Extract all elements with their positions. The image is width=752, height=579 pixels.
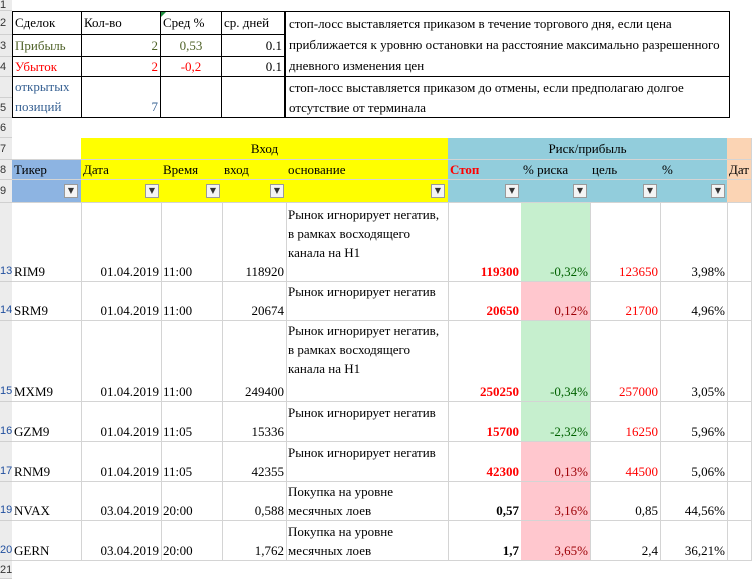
cell-target[interactable]: 257000 xyxy=(590,321,661,402)
col-header-reason: основание xyxy=(286,160,449,180)
row-number[interactable]: 2 xyxy=(0,11,12,35)
cell-stop[interactable]: 250250 xyxy=(448,321,522,402)
cell-stop[interactable]: 119300 xyxy=(448,203,522,282)
group-header-risk: Риск/прибыль xyxy=(448,138,728,160)
col-header-date2: Дат xyxy=(727,160,752,180)
cell-pct[interactable]: 5,06% xyxy=(660,442,728,482)
cell-reason[interactable]: Рынок игнорирует негатив xyxy=(286,402,449,442)
cell-stop[interactable]: 20650 xyxy=(448,282,522,321)
cell-pct[interactable]: 44,56% xyxy=(660,482,728,521)
cell-risk[interactable]: 3,16% xyxy=(521,482,591,521)
filter-cell xyxy=(222,180,287,203)
cell-reason[interactable]: Покупка на уровне месячных лоев xyxy=(286,482,449,521)
cell-reason[interactable]: Рынок игнорирует негатив, в рамках восходящего канала на H1 xyxy=(286,321,449,402)
filter-cell xyxy=(521,180,591,203)
filter-cell xyxy=(448,180,522,203)
cell-target[interactable]: 21700 xyxy=(590,282,661,321)
cell-entry[interactable]: 0,588 xyxy=(222,482,287,521)
cell-pct[interactable]: 3,98% xyxy=(660,203,728,282)
cell-ticker[interactable]: SRM9 xyxy=(12,282,82,321)
cell-empty[interactable] xyxy=(727,402,752,442)
col-header-stop: Стоп xyxy=(448,160,522,180)
row-number[interactable]: 7 xyxy=(0,138,12,160)
cell-empty[interactable] xyxy=(727,282,752,321)
dropdown-arrow-icon[interactable]: ▼ xyxy=(711,184,725,198)
cell-entry[interactable]: 118920 xyxy=(222,203,287,282)
cell-entry[interactable]: 42355 xyxy=(222,442,287,482)
dropdown-arrow-icon[interactable]: ▼ xyxy=(505,184,519,198)
cell-entry[interactable]: 249400 xyxy=(222,321,287,402)
col-header-risk-pct: % риска xyxy=(521,160,591,180)
row-number[interactable]: 16 xyxy=(0,402,12,442)
row-number[interactable]: 14 xyxy=(0,282,12,321)
cell-empty[interactable] xyxy=(727,521,752,561)
col-header-entry: вход xyxy=(222,160,287,180)
cell-ticker[interactable]: GERN xyxy=(12,521,82,561)
cell-time[interactable]: 20:00 xyxy=(161,521,223,561)
cell-risk[interactable]: 0,13% xyxy=(521,442,591,482)
group-header-entry: Вход xyxy=(81,138,449,160)
cell-date[interactable]: 01.04.2019 xyxy=(81,402,162,442)
row-number[interactable]: 17 xyxy=(0,442,12,482)
cell-stop[interactable]: 15700 xyxy=(448,402,522,442)
dropdown-arrow-icon[interactable]: ▼ xyxy=(145,184,159,198)
row-number[interactable] xyxy=(0,77,12,98)
profit-avg: 0,53 xyxy=(160,34,222,57)
row-number[interactable]: 19 xyxy=(0,482,12,521)
loss-avg: -0,2 xyxy=(160,56,222,77)
col-header-target: цель xyxy=(590,160,661,180)
col-header-ticker: Тикер xyxy=(12,160,82,180)
row-number[interactable]: 21 xyxy=(0,561,12,579)
cell-pct[interactable]: 5,96% xyxy=(660,402,728,442)
row-number[interactable]: 15 xyxy=(0,321,12,402)
cell-ticker[interactable]: RIM9 xyxy=(12,203,82,282)
cell-empty[interactable] xyxy=(727,203,752,282)
cell-entry[interactable]: 1,762 xyxy=(222,521,287,561)
profit-label: Прибыль xyxy=(12,34,82,57)
cell-reason[interactable]: Покупка на уровне месячных лоев xyxy=(286,521,449,561)
note-stoploss-intraday: стоп-лосс выставляется приказом в течение торгового дня, если цена приближается к уровню остановки на расстояние максимально разрешенного дневного изменения цен xyxy=(285,11,730,77)
loss-label: Убыток xyxy=(12,56,82,77)
filter-cell xyxy=(286,180,449,203)
cell-risk[interactable]: -0,34% xyxy=(521,321,591,402)
cell-risk[interactable]: -2,32% xyxy=(521,402,591,442)
cell-date[interactable]: 03.04.2019 xyxy=(81,482,162,521)
cell-risk[interactable]: -0,32% xyxy=(521,203,591,282)
cell-empty[interactable] xyxy=(727,442,752,482)
row-number[interactable]: 13 xyxy=(0,203,12,282)
cell-empty[interactable] xyxy=(727,482,752,521)
cell-reason[interactable]: Рынок игнорирует негатив xyxy=(286,282,449,321)
filter-cell xyxy=(727,180,752,203)
note-stoploss-gtc: стоп-лосс выставляется приказом до отмены, если предполагаю долгое отсутствие от терминала xyxy=(285,76,730,118)
filter-cell xyxy=(590,180,661,203)
cell-time[interactable]: 20:00 xyxy=(161,482,223,521)
row-number[interactable]: 3 xyxy=(0,35,12,57)
cell-stop[interactable]: 42300 xyxy=(448,442,522,482)
col-header-pct: % xyxy=(660,160,728,180)
profit-days: 0.1 xyxy=(221,34,285,57)
summary-header-avg: Сред % xyxy=(160,11,222,35)
cell-pct[interactable]: 36,21% xyxy=(660,521,728,561)
summary-empty-cell xyxy=(160,76,222,118)
loss-days: 0.1 xyxy=(221,56,285,77)
dropdown-arrow-icon[interactable]: ▼ xyxy=(573,184,587,198)
cell-date[interactable]: 03.04.2019 xyxy=(81,521,162,561)
comment-marker-icon xyxy=(161,12,166,17)
cell-ticker[interactable]: RNM9 xyxy=(12,442,82,482)
cell-stop[interactable]: 1,7 xyxy=(448,521,522,561)
col-header-time: Время xyxy=(161,160,223,180)
cell-target[interactable]: 44500 xyxy=(590,442,661,482)
row-number[interactable]: 5 xyxy=(0,98,12,118)
dropdown-arrow-icon[interactable]: ▼ xyxy=(643,184,657,198)
cell-time[interactable]: 11:05 xyxy=(161,402,223,442)
cell-empty[interactable] xyxy=(727,321,752,402)
cell-pct[interactable]: 4,96% xyxy=(660,282,728,321)
cell-ticker[interactable]: GZM9 xyxy=(12,402,82,442)
cell-entry[interactable]: 20674 xyxy=(222,282,287,321)
cell-time[interactable]: 11:05 xyxy=(161,442,223,482)
empty-cell[interactable] xyxy=(12,138,82,160)
row-number[interactable]: 4 xyxy=(0,57,12,77)
cell-target[interactable]: 16250 xyxy=(590,402,661,442)
row-number[interactable]: 9 xyxy=(0,180,12,203)
cell-reason[interactable]: Рынок игнорирует негатив, в рамках восходящего канала на H1 xyxy=(286,203,449,282)
cell-date[interactable]: 01.04.2019 xyxy=(81,203,162,282)
cell-risk[interactable]: 3,65% xyxy=(521,521,591,561)
row-number[interactable]: 8 xyxy=(0,160,12,180)
row-number[interactable]: 20 xyxy=(0,521,12,561)
row-number[interactable]: 1 xyxy=(0,0,12,11)
cell-date[interactable]: 01.04.2019 xyxy=(81,321,162,402)
summary-header-trades: Сделок xyxy=(12,11,82,35)
cell-entry[interactable]: 15336 xyxy=(222,402,287,442)
cell-date[interactable]: 01.04.2019 xyxy=(81,282,162,321)
cell-target[interactable]: 123650 xyxy=(590,203,661,282)
loss-count: 2 xyxy=(81,56,161,77)
filter-cell xyxy=(161,180,223,203)
cell-stop[interactable]: 0,57 xyxy=(448,482,522,521)
cell-time[interactable]: 11:00 xyxy=(161,282,223,321)
group-header-next xyxy=(727,138,752,160)
summary-header-count: Кол-во xyxy=(81,11,161,35)
cell-target[interactable]: 0,85 xyxy=(590,482,661,521)
row-number[interactable]: 6 xyxy=(0,118,12,138)
cell-ticker[interactable]: MXM9 xyxy=(12,321,82,402)
cell-time[interactable]: 11:00 xyxy=(161,321,223,402)
dropdown-arrow-icon[interactable]: ▼ xyxy=(64,184,78,198)
cell-risk[interactable]: 0,12% xyxy=(521,282,591,321)
open-positions-label: открытых позиций xyxy=(12,76,82,118)
cell-ticker[interactable]: NVAX xyxy=(12,482,82,521)
dropdown-arrow-icon[interactable]: ▼ xyxy=(270,184,284,198)
cell-target[interactable]: 2,4 xyxy=(590,521,661,561)
filter-cell xyxy=(660,180,728,203)
summary-empty-cell xyxy=(221,76,285,118)
open-positions-count: 7 xyxy=(81,76,161,118)
profit-count: 2 xyxy=(81,34,161,57)
filter-cell xyxy=(81,180,162,203)
cell-date[interactable]: 01.04.2019 xyxy=(81,442,162,482)
dropdown-arrow-icon[interactable]: ▼ xyxy=(431,184,445,198)
dropdown-arrow-icon[interactable]: ▼ xyxy=(206,184,220,198)
col-header-date: Дата xyxy=(81,160,162,180)
filter-cell xyxy=(12,180,82,203)
cell-pct[interactable]: 3,05% xyxy=(660,321,728,402)
cell-reason[interactable]: Рынок игнорирует негатив xyxy=(286,442,449,482)
cell-time[interactable]: 11:00 xyxy=(161,203,223,282)
summary-header-days: ср. дней xyxy=(221,11,285,35)
